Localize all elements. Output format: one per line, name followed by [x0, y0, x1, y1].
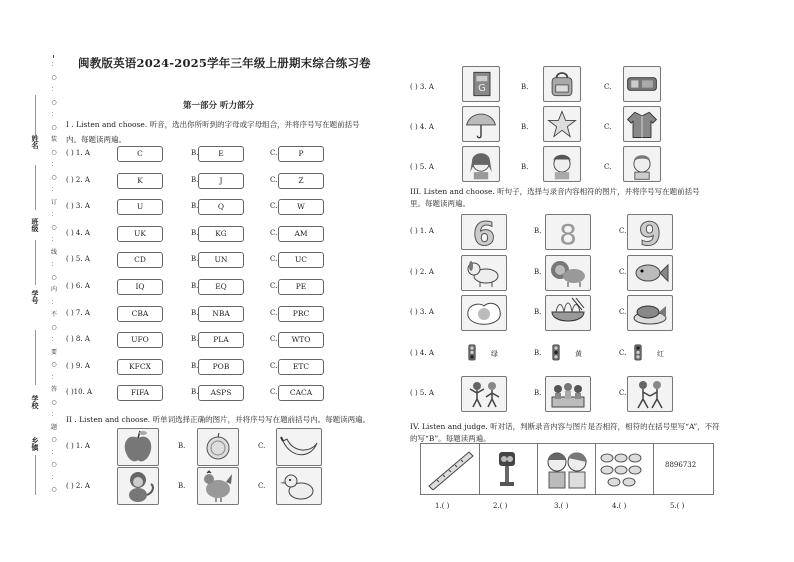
fold-char: 订	[50, 198, 58, 211]
option-b-label: B.	[191, 202, 199, 211]
fish-dish-icon	[627, 295, 673, 331]
option-label: C.	[604, 83, 612, 91]
option-a: C	[117, 146, 163, 162]
option-c-label: C.	[270, 202, 278, 211]
judge-blank[interactable]: 2.( )	[493, 502, 508, 510]
q2-2-c-label: C.	[258, 482, 266, 490]
hen-icon	[197, 467, 239, 505]
kids-walking-icon	[627, 376, 673, 412]
option-label: B.	[534, 349, 542, 357]
q3-5-number: ( ) 5. A	[410, 389, 434, 397]
q2-1-b-label: B.	[178, 442, 186, 450]
side-label-class: 班级	[31, 218, 40, 232]
fold-char: ○	[50, 273, 58, 286]
traffic-light-green-icon	[461, 336, 483, 370]
option-b: KG	[198, 226, 244, 242]
fold-char: ：	[50, 335, 58, 348]
fold-char: ○	[50, 460, 58, 473]
fold-char: ：	[50, 235, 58, 248]
option-a: CBA	[117, 306, 163, 322]
option-c-label: C.	[270, 388, 278, 397]
option-label: C.	[619, 268, 627, 276]
judge-table	[420, 443, 714, 495]
duck-icon	[276, 467, 322, 505]
kids-drawing-icon	[545, 376, 591, 412]
noodles-icon	[545, 295, 591, 331]
ruler-icon	[425, 448, 475, 490]
light-color-word: 红	[657, 350, 664, 358]
q1-number: ( ) 5. A	[66, 255, 90, 264]
option-b: Q	[198, 199, 244, 215]
option-b: PLA	[198, 332, 244, 348]
q3-3-number: ( ) 3. A	[410, 308, 434, 316]
traffic-light-yellow-icon	[545, 336, 567, 370]
option-b: ASPS	[198, 385, 244, 401]
umbrella-icon	[462, 106, 500, 142]
fold-char: 不	[50, 310, 58, 323]
option-a: UK	[117, 226, 163, 242]
option-b: POB	[198, 359, 244, 375]
side-label-number: 学号	[31, 290, 40, 304]
fold-char: ○	[50, 148, 58, 161]
option-label: C.	[619, 308, 627, 316]
monkey-icon	[117, 467, 159, 505]
option-a: IQ	[117, 279, 163, 295]
option-b: J	[198, 173, 244, 189]
option-label: C.	[604, 123, 612, 131]
apple-icon	[117, 428, 159, 466]
fold-char: ：	[50, 298, 58, 311]
kids-dancing-icon	[461, 376, 507, 412]
banana-icon	[276, 428, 322, 466]
q2-5-number: ( ) 5. A	[410, 163, 434, 171]
option-c: ETC	[278, 359, 324, 375]
fold-char: ：	[50, 85, 58, 98]
q2-1-c-label: C.	[258, 442, 266, 450]
orange-icon	[197, 428, 239, 466]
fold-char: 装	[50, 135, 58, 148]
option-label: C.	[619, 227, 627, 235]
option-b: NBA	[198, 306, 244, 322]
judge-blank[interactable]: 4.( )	[612, 502, 627, 510]
q3-4-number: ( ) 4. A	[410, 349, 434, 357]
option-b-label: B.	[191, 308, 199, 317]
q2-2-number: ( ) 2. A	[66, 482, 90, 490]
q2-4-number: ( ) 4. A	[410, 123, 434, 131]
fold-chars	[50, 60, 58, 498]
section-1-instructions: I . Listen and choose. 听音，选出你所听到的字母或字母组合，并将序号写在题前括号内。每题读两遍。	[66, 120, 360, 144]
part-title: 第一部分 听力部分	[183, 101, 254, 111]
option-c: Z	[278, 173, 324, 189]
section-2-instructions: II . Listen and choose. 听单词选择正确的图片，并将序号写在题前括号内。每题读两遍。	[66, 415, 371, 424]
lion-icon	[545, 255, 591, 291]
option-label: C.	[619, 349, 627, 357]
fold-char: 线	[50, 248, 58, 261]
traffic-light-icon	[487, 448, 531, 490]
fold-char: ○	[50, 398, 58, 411]
option-label: C.	[619, 389, 627, 397]
option-c-label: C.	[270, 335, 278, 344]
option-label: B.	[534, 308, 542, 316]
fold-char: ：	[50, 373, 58, 386]
judge-blank[interactable]: 5.( )	[670, 502, 685, 510]
svg-text:8: 8	[559, 218, 577, 249]
book-icon	[462, 66, 500, 102]
fold-char: ○	[50, 360, 58, 373]
option-c: CACA	[278, 385, 324, 401]
fold-char: ○	[50, 485, 58, 498]
q1-number: ( )10. A	[66, 388, 93, 397]
q1-number: ( ) 6. A	[66, 282, 90, 290]
option-b-label: B.	[191, 335, 199, 344]
section-4-instructions: IV. Listen and judge. 听对话，判断录音内容与图片是否相符，相符的在括号里写“A”，不符的写“B”。每题读两遍。	[410, 422, 720, 443]
fold-char: ○	[50, 98, 58, 111]
option-label: B.	[534, 389, 542, 397]
fold-char: ：	[50, 60, 58, 73]
judge-blank[interactable]: 3.( )	[554, 502, 569, 510]
nine-icon	[627, 214, 673, 250]
fold-char: ○	[50, 223, 58, 236]
option-a: UFO	[117, 332, 163, 348]
fold-char: ：	[50, 410, 58, 423]
q2-3-number: ( ) 3. A	[410, 83, 434, 91]
option-c: AM	[278, 226, 324, 242]
option-c-label: C.	[270, 308, 278, 317]
fold-char: ○	[50, 73, 58, 86]
fold-char: ：	[50, 260, 58, 273]
fold-char: ：	[50, 473, 58, 486]
light-color-word: 绿	[491, 350, 498, 358]
side-label-name: 姓名	[31, 135, 40, 149]
fold-char: ：	[50, 448, 58, 461]
q3-2-number: ( ) 2. A	[410, 268, 434, 276]
option-b-label: B.	[191, 388, 199, 397]
option-c: PRC	[278, 306, 324, 322]
fold-char: 题	[50, 423, 58, 436]
fold-char: ：	[50, 160, 58, 173]
option-label: B.	[534, 227, 542, 235]
jacket-icon	[623, 106, 661, 142]
girl-icon	[462, 146, 500, 182]
q1-number: ( ) 2. A	[66, 175, 90, 184]
fold-char: 要	[50, 348, 58, 361]
light-color-word: 黄	[575, 350, 582, 358]
section-3-instructions: III. Listen and choose. 听句子，选择与录音内容相符的图片，并将序号写在题前括号里。每题读两遍。	[410, 187, 700, 208]
eight-icon	[545, 214, 591, 250]
option-c: UC	[278, 252, 324, 268]
judge-blank[interactable]: 1.( )	[435, 502, 450, 510]
option-b-label: B.	[191, 282, 199, 290]
q2-2-b-label: B.	[178, 482, 186, 490]
option-a: KFCX	[117, 359, 163, 375]
option-a: CD	[117, 252, 163, 268]
phone-number: 8896732	[665, 461, 697, 469]
option-label: C.	[604, 163, 612, 171]
option-b: UN	[198, 252, 244, 268]
fold-char: ：	[50, 110, 58, 123]
fold-char: ：	[50, 185, 58, 198]
six-icon	[461, 214, 507, 250]
egg-icon	[461, 295, 507, 331]
option-label: B.	[534, 268, 542, 276]
q1-number: ( ) 1. A	[66, 149, 90, 157]
fold-char: 答	[50, 385, 58, 398]
option-a: FIFA	[117, 385, 163, 401]
option-a: U	[117, 199, 163, 215]
q1-number: ( ) 7. A	[66, 308, 90, 317]
option-c-label: C.	[270, 282, 278, 290]
pencil-box-icon	[623, 66, 661, 102]
option-b-label: B.	[191, 255, 199, 264]
girl-bangs-icon	[543, 146, 581, 182]
boy-icon	[623, 146, 661, 182]
bag-icon	[543, 66, 581, 102]
two-kids-icon	[543, 448, 591, 490]
option-c-label: C.	[270, 175, 278, 184]
fold-char: ：	[50, 210, 58, 223]
star-icon	[543, 106, 581, 142]
side-label-town: 乡镇	[31, 437, 40, 451]
pigs-icon	[599, 450, 649, 488]
fish-icon	[627, 255, 673, 291]
option-b-label: B.	[191, 361, 199, 370]
option-b-label: B.	[191, 175, 199, 184]
page-title: 闽教版英语2024-2025学年三年级上册期末综合练习卷	[78, 56, 371, 70]
svg-text:6: 6	[472, 215, 496, 249]
q1-number: ( ) 3. A	[66, 202, 90, 211]
option-label: B.	[521, 163, 529, 171]
option-c: PE	[278, 279, 324, 295]
option-b-label: B.	[191, 149, 199, 157]
fold-char: 内	[50, 285, 58, 298]
fold-char: ○	[50, 123, 58, 136]
option-c-label: C.	[270, 255, 278, 264]
option-c-label: C.	[270, 361, 278, 370]
dog-icon	[461, 255, 507, 291]
option-b: E	[198, 146, 244, 162]
side-label-school: 学校	[31, 395, 40, 409]
option-b: EQ	[198, 279, 244, 295]
option-a: K	[117, 173, 163, 189]
q2-1-number: ( ) 1. A	[66, 442, 90, 450]
fold-char: ○	[50, 173, 58, 186]
traffic-light-red-icon	[627, 336, 649, 370]
q1-number: ( ) 4. A	[66, 228, 90, 237]
option-label: B.	[521, 83, 529, 91]
fold-char: ○	[50, 323, 58, 336]
option-b-label: B.	[191, 228, 199, 237]
option-c: P	[278, 146, 324, 162]
option-c-label: C.	[270, 228, 278, 237]
svg-text:9: 9	[638, 215, 662, 249]
option-c: W	[278, 199, 324, 215]
option-label: B.	[521, 123, 529, 131]
svg-text:G: G	[478, 83, 486, 95]
q1-number: ( ) 9. A	[66, 361, 90, 370]
fold-char: ○	[50, 435, 58, 448]
option-c: WTO	[278, 332, 324, 348]
q1-number: ( ) 8. A	[66, 335, 90, 344]
q3-1-number: ( ) 1. A	[410, 227, 434, 235]
option-c-label: C.	[270, 149, 278, 157]
